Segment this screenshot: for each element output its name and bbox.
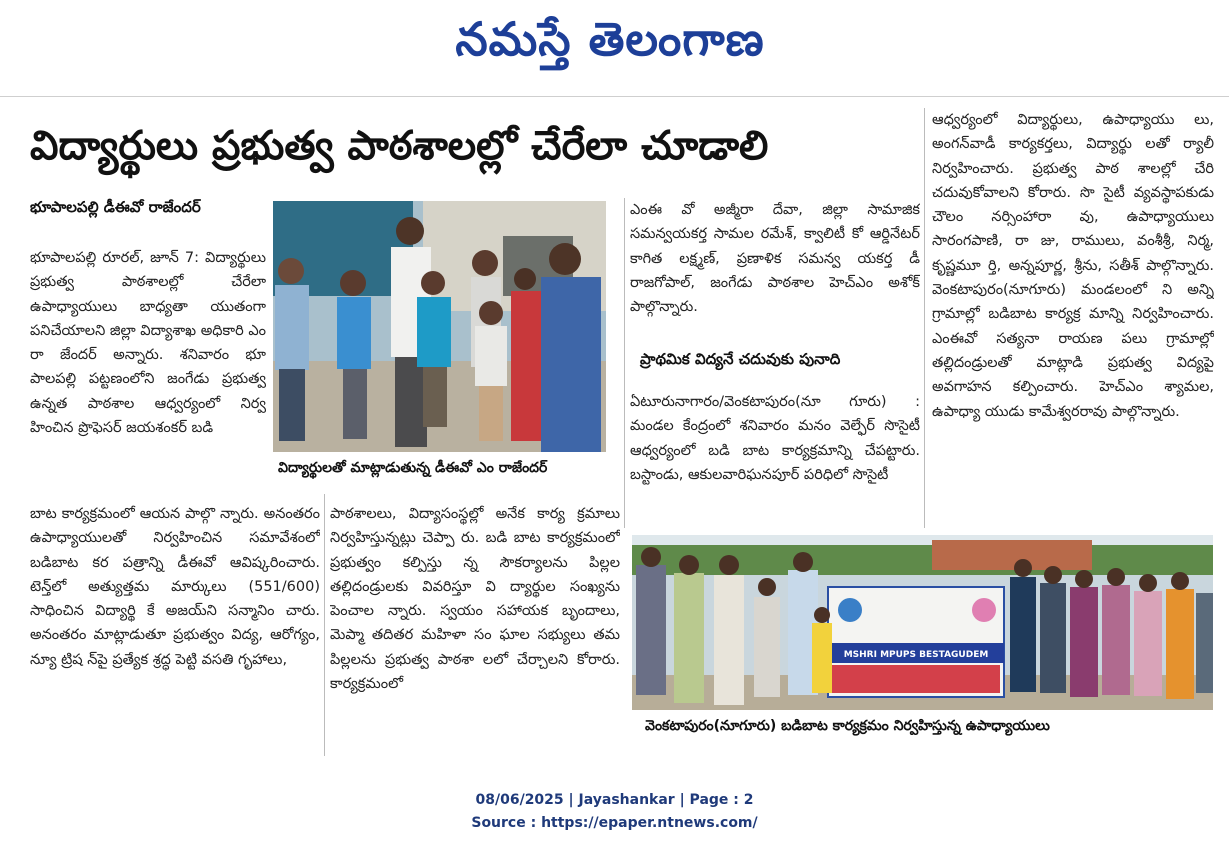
banner-text: MSHRI MPUPS BESTAGUDEM: [843, 650, 989, 660]
column1-top-text: భూపాలపల్లి రూరల్, జూన్ 7: విద్యార్థులు ప్రభుత్వ పాఠశాలల్లో చేరేలా ఉపాధ్యాయులు బాధ్యతా యుతంగా పనిచేయాలని జిల్లా విద్యాశాఖ అధికారి ఎం రా జేందర్ అన్నారు. శనివారం భూ పాలపల్లి పట్టణంలోని జంగేడు ప్రభుత్వ ఉన్నత పాఠశాల ఆధ్వర్యంలో నిర్వ హించిన ప్రొఫెసర్ జయశంకర్ బడి: [30, 250, 266, 437]
photo-deo-students: [273, 201, 606, 452]
masthead-title: నమస్తే తెలంగాణ: [455, 12, 765, 66]
article-column-3-bottom: [630, 390, 920, 518]
article-headline: విద్యార్థులు ప్రభుత్వ పాఠశాలల్లో చేరేలా చూడాలి: [30, 123, 769, 169]
column-divider-3: [924, 108, 925, 528]
footer-source: Source : https://epaper.ntnews.com/: [471, 815, 758, 831]
photo-badibata-rally: [632, 535, 1213, 710]
footer-date-page: 08/06/2025 | Jayashankar | Page : 2: [475, 792, 754, 808]
column3-top-text: ఎంఈ వో అజ్మీరా దేవా, జిల్లా సామాజిక సమన్వయకర్త సామల రమేశ్, క్వాలిటీ కో ఆర్డినేటర్ కాగిత లక్ష్మణ్, ప్రణాళిక సమన్వ యకర్త డీ రాజగోపాల్, జంగేడు పాఠశాల హెచ్‌ఎం అశోక్ పాల్గొన్నారు.: [630, 202, 920, 316]
photo1-caption: విద్యార్థులతో మాట్లాడుతున్న డీఈవో ఎం రాజేందర్: [278, 460, 548, 476]
column3-bottom-text: ఏటూరునాగారం/వెంకటాపురం(నూ గూరు) : మండల కేంద్రంలో శనివారం మనం వెల్ఫేర్ సొసైటీ ఆధ్వర్యంలో బడి బాట కార్యక్రమాన్ని చేపట్టారు. బస్టాండు, ఆకులవారిఘనపూర్ పరిధిలో సొసైటీ: [630, 394, 920, 483]
article-column-4: [932, 108, 1214, 523]
column4-text: ఆధ్వర్యంలో విద్యార్థులు, ఉపాధ్యాయు లు, అంగన్‌వాడీ కార్యకర్తలు, విద్యార్థు లతో ర్యాలీ నిర్వహించారు. ప్రభుత్వ పాఠ శాలల్లో చేరి చదువుకోవాలని కోరారు. సొ సైటీ వ్యవస్థాపకుడు చౌలం నర్సింహారా వు, ఉపాధ్యాయులు సారంగపాణి, రా జు, రాములు, వంశీశ్రీ, నిర్మ, కృష్ణమూ ర్తి, అన్నపూర్ణ, శ్రీను, సతీశ్ పాల్గొన్నారు. వెంకటాపురం(నూగూరు) మండలంలో ని అన్ని గ్రామాల్లో బడిబాట కార్యక్ర మాన్ని నిర్వహించారు. ఎంఈవో సత్యనా రాయణ పలు గ్రామాల్లో తల్లిదండ్రులతో మాట్లాడి ప్రభుత్వ విద్యపై అవగాహన కల్పించారు. హెచ్‌ఎం శ్యామల, ఉపాధ్యా యుడు కామేశ్వరరావు పాల్గొన్నారు.: [932, 112, 1214, 420]
masthead-rule: [0, 96, 1229, 97]
article-column-1-top: [30, 246, 266, 496]
column-divider-1: [324, 494, 325, 756]
article-column-2: [330, 502, 620, 752]
article-column-1-bottom: [30, 502, 320, 752]
article-byline: భూపాలపల్లి డీఈవో రాజేందర్: [30, 198, 201, 216]
column1-bottom-text: బాట కార్యక్రమంలో ఆయన పాల్గొ న్నారు. అనంతరం ఉపాధ్యాయులతో నిర్వహించిన సమావేశంలో బడిబాట కర పత్రాన్ని డీఈవో ఆవిష్కరించారు. టెన్త్‌లో అత్యుత్తమ మార్కులు (551/600) సాధించిన విద్యార్థి కే అజయ్‌ని సన్మానిం చారు. అనంతరం మాట్లాడుతూ ప్రభుత్వం విద్య, ఆరోగ్యం, న్యూ ట్రిష న్‌పై ప్రత్యేక శ్రద్ధ పెట్టి వసతి గృహాలు,: [30, 506, 320, 668]
subheadline: ప్రాథమిక విద్యనే చదువుకు పునాది: [640, 350, 841, 368]
article-column-3-top: [630, 198, 920, 338]
photo2-caption: వెంకటాపురం(నూగూరు) బడిబాట కార్యక్రమం నిర్వహిస్తున్న ఉపాధ్యాయులు: [645, 718, 1050, 734]
column2-text: పాఠశాలలు, విద్యాసంస్థల్లో అనేక కార్య క్రమాలు నిర్వహిస్తున్నట్లు చెప్పా రు. బడి బాట కార్యక్రమంలో ప్రభుత్వం కల్పిస్తు న్న సౌకర్యాలను పిల్లల తల్లిదండ్రులకు వివరిస్తూ వి ద్యార్థుల సంఖ్యను పెంచాల న్నారు. స్వయం సహాయక బృందాలు, మెప్మా తదితర మహిళా సం ఘాల సభ్యులు తమ పిల్లలను ప్రభుత్వ పాఠశా లలో చేర్చాలని కోరారు. కార్యక్రమంలో: [330, 506, 620, 693]
column-divider-2: [624, 198, 625, 528]
photo-badibata-rally-illustration: [632, 535, 1213, 710]
photo-deo-students-illustration: [273, 201, 606, 452]
